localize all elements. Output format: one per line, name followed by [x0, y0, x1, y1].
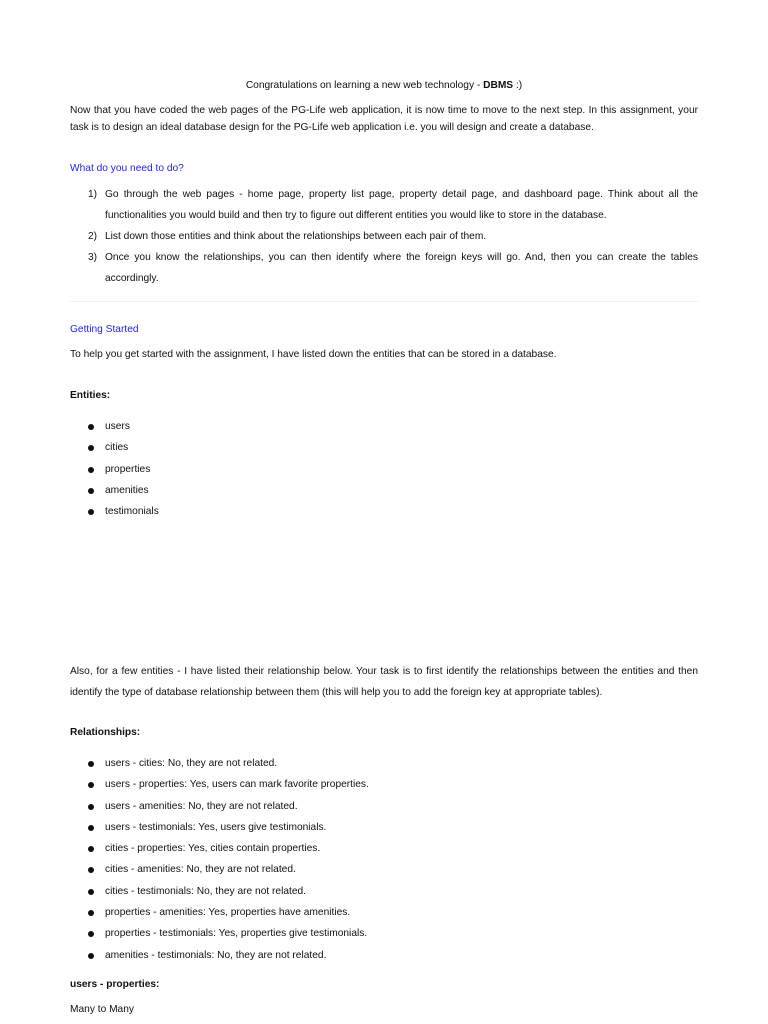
bullet-icon [88, 910, 94, 916]
step-item: 3) Once you know the relationships, you can then identify where the foreign keys will go. And, then you can create the tables accordingly. [88, 252, 698, 284]
list-item: cities - amenities: No, they are not related. [70, 863, 369, 884]
list-item: users - amenities: No, they are not related. [70, 800, 369, 821]
title-bold-term: DBMS [483, 80, 514, 91]
section-divider [70, 301, 698, 302]
list-item: cities - testimonials: No, they are not related. [70, 885, 369, 906]
steps-list [70, 184, 698, 289]
list-item: properties - amenities: Yes, properties have amenities. [70, 906, 369, 927]
bullet-icon [88, 761, 94, 767]
bullet-icon [88, 424, 94, 430]
relationships-intro-paragraph: Also, for a few entities - I have listed their relationship below. Your task is to first identify the relationships between the entities and then identify the type of database relationship between them (this will help you to add the foreign key at appropriate tables). [70, 666, 698, 698]
document-title: Congratulations on learning a new web technology - DBMS :) [245, 80, 523, 91]
bullet-icon [88, 804, 94, 810]
getting-started-heading: Getting Started [70, 324, 139, 335]
list-item: testimonials [70, 505, 159, 526]
entities-list [70, 420, 159, 526]
bullet-icon [88, 867, 94, 873]
what-to-do-heading: What do you need to do? [70, 163, 184, 174]
step-item: 1) Go through the web pages - home page, property list page, property detail page, and dashboard page. Think about all the functionalities you would build and then try to figure out different entities you would like to store in the database. [88, 189, 698, 221]
bullet-icon [88, 445, 94, 451]
list-item: users - properties: Yes, users can mark favorite properties. [70, 778, 369, 799]
bullet-icon [88, 953, 94, 959]
intro-paragraph: Now that you have coded the web pages of the PG-Life web application, it is now time to move to the next step. In this assignment, your task is to design an ideal database design for the PG-Life web application i.e. you will design and create a database. [70, 105, 698, 133]
relationships-list [70, 757, 369, 970]
users-properties-heading: users - properties: [70, 979, 160, 990]
list-item: cities - properties: Yes, cities contain properties. [70, 842, 369, 863]
bullet-icon [88, 846, 94, 852]
bullet-icon [88, 488, 94, 494]
list-item: properties - testimonials: Yes, properties give testimonials. [70, 927, 369, 948]
bullet-icon [88, 825, 94, 831]
getting-started-text: To help you get started with the assignment, I have listed down the entities that can be stored in a database. [70, 349, 557, 360]
bullet-icon [88, 467, 94, 473]
step-item: 2) List down those entities and think about the relationships between each pair of them. [88, 231, 487, 242]
bullet-icon [88, 509, 94, 515]
list-item: amenities [70, 484, 159, 505]
users-properties-value: Many to Many [70, 1004, 134, 1015]
list-item: amenities - testimonials: No, they are not related. [70, 949, 369, 970]
list-item: users - testimonials: Yes, users give testimonials. [70, 821, 369, 842]
list-item: cities [70, 441, 159, 462]
relationships-heading: Relationships: [70, 727, 141, 738]
bullet-icon [88, 889, 94, 895]
list-item: users [70, 420, 159, 441]
list-item: properties [70, 463, 159, 484]
bullet-icon [88, 782, 94, 788]
bullet-icon [88, 931, 94, 937]
list-item: users - cities: No, they are not related. [70, 757, 369, 778]
entities-heading: Entities: [70, 390, 111, 401]
